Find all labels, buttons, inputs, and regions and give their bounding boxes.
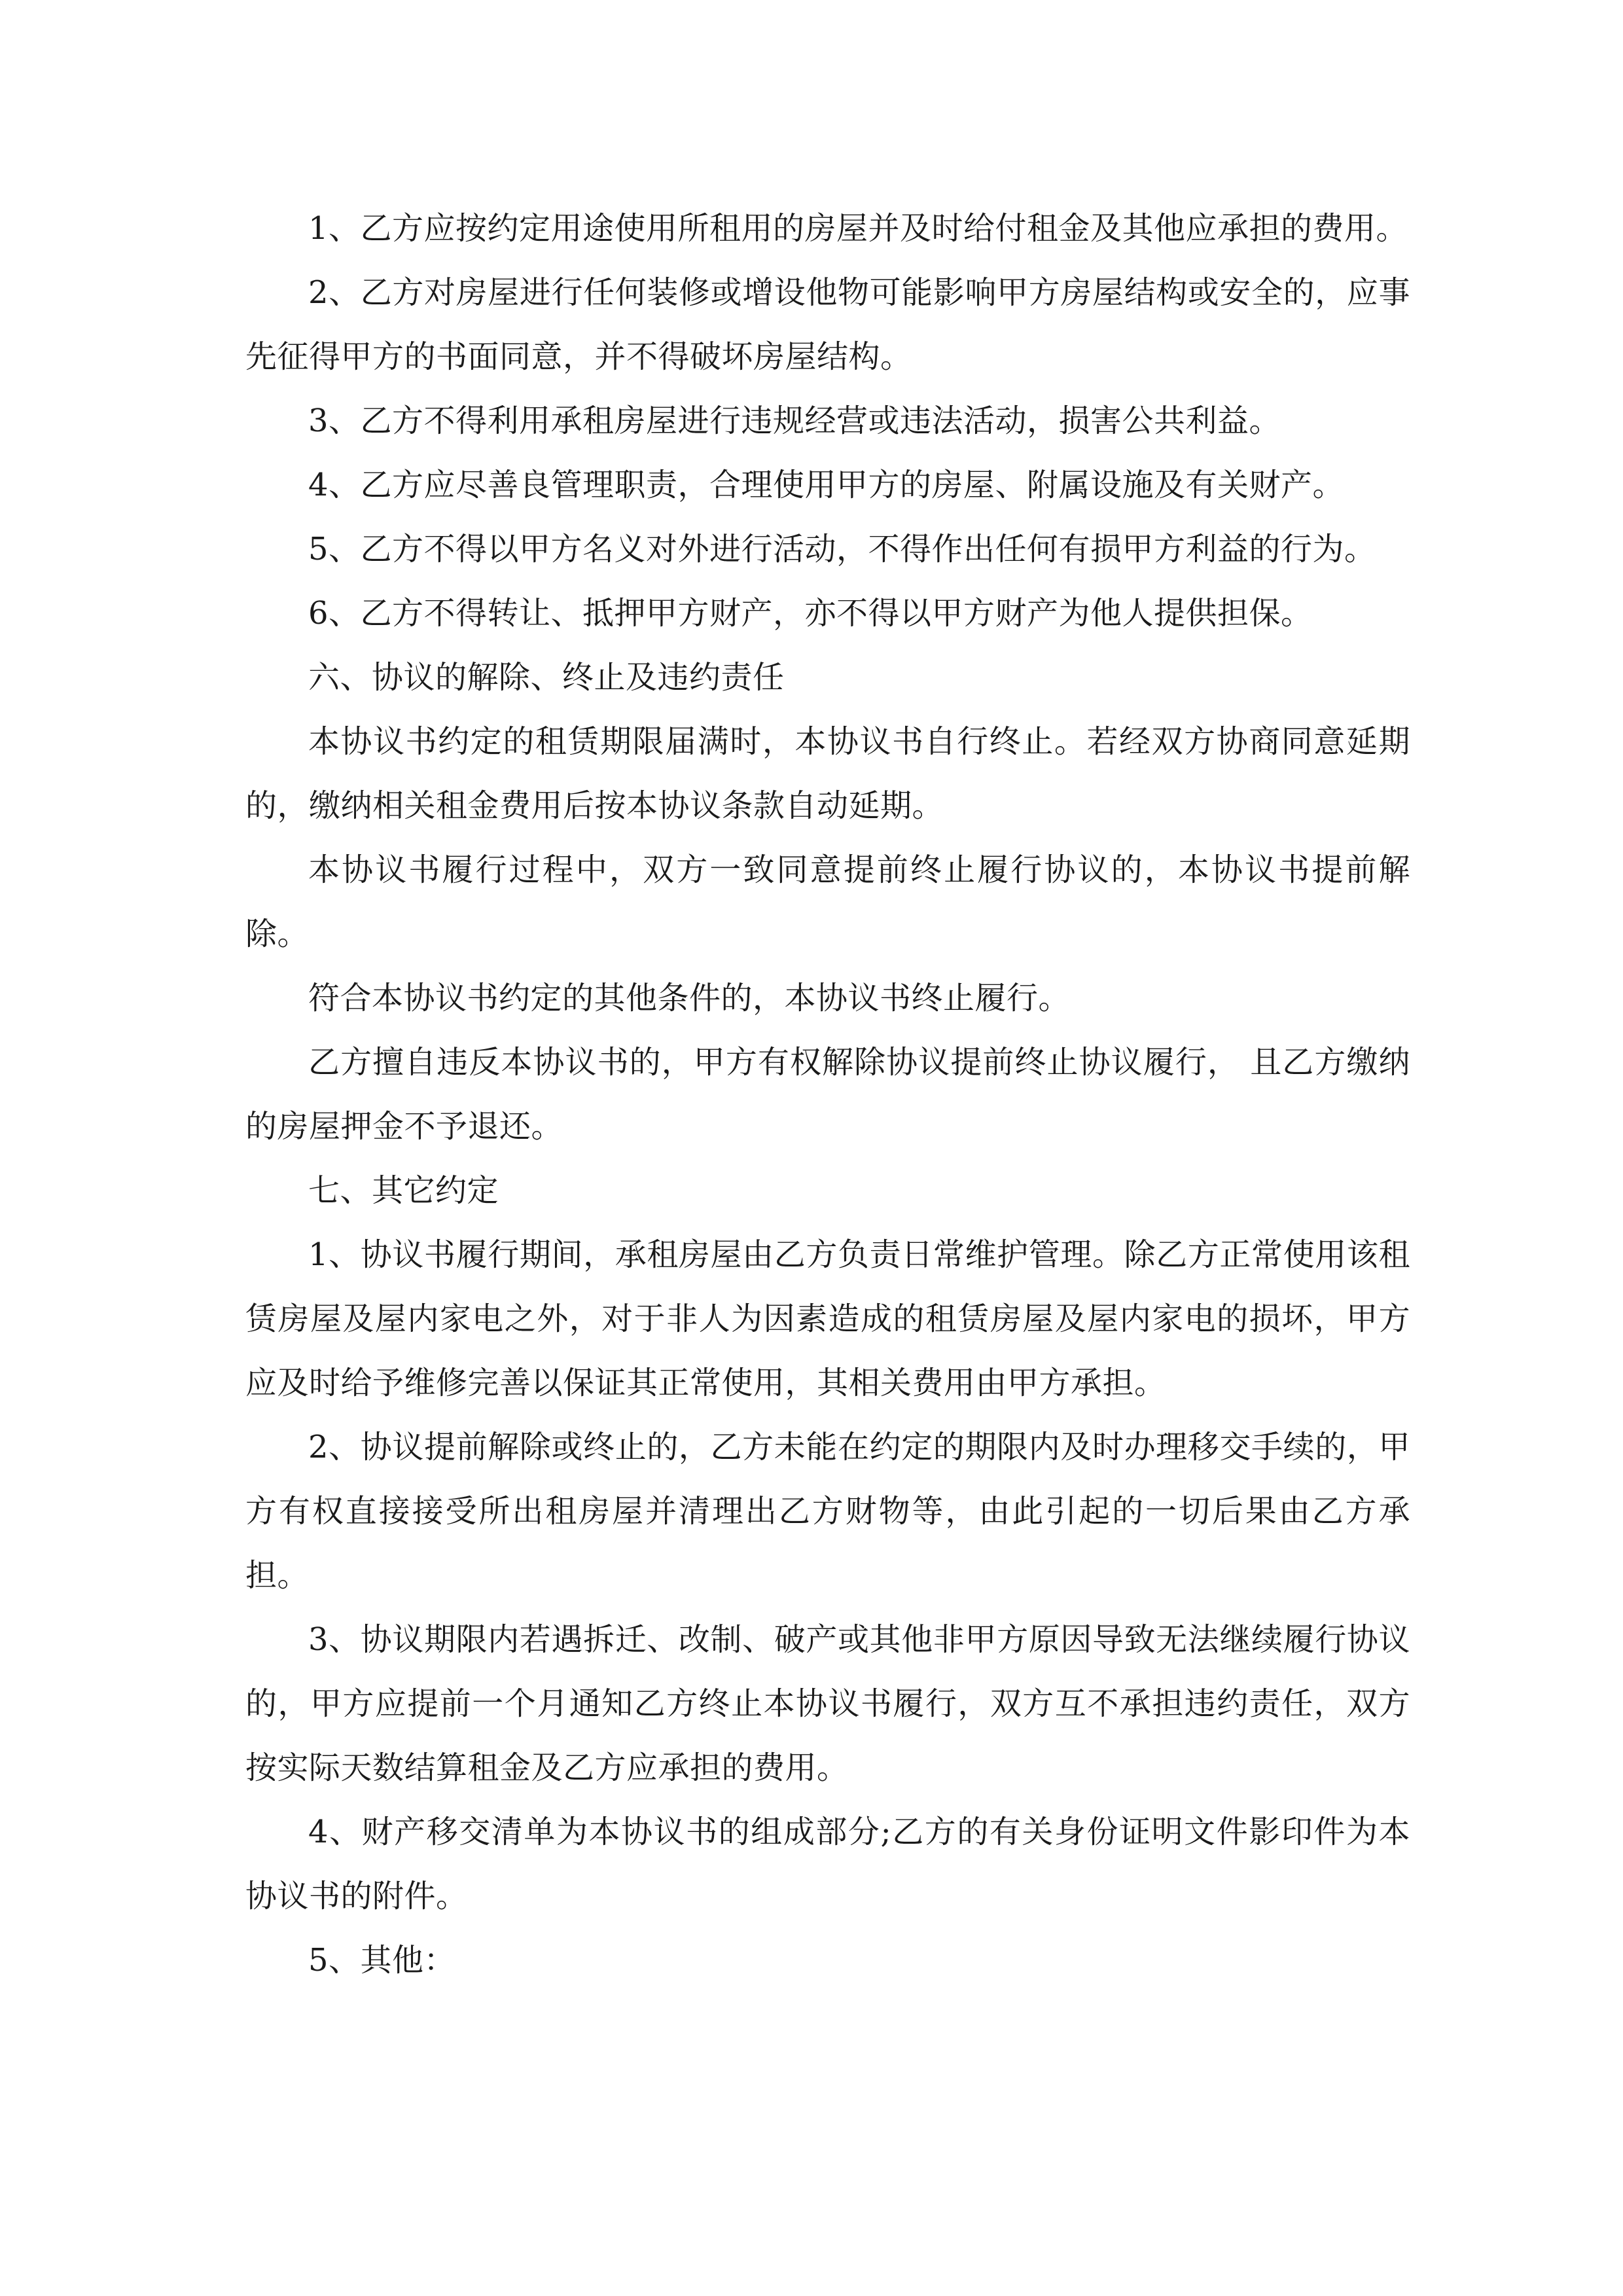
clause-b2-renovation: 2、乙方对房屋进行任何装修或增设他物可能影响甲方房屋结构或安全的，应事先征得甲方的书面同意，并不得破坏房屋结构。 bbox=[245, 274, 1410, 375]
clause-b1-rent-payment: 1、乙方应按约定用途使用所租用的房屋并及时给付租金及其他应承担的费用。 bbox=[308, 210, 1408, 247]
termination-other-conditions: 符合本协议书约定的其他条件的，本协议书终止履行。 bbox=[308, 980, 1071, 1016]
clause-b6-no-transfer: 6、乙方不得转让、抵押甲方财产，亦不得以甲方财产为他人提供担保。 bbox=[308, 595, 1313, 632]
termination-expiry: 本协议书约定的租赁期限届满时，本协议书自行终止。若经双方协商同意延期的，缴纳相关租金费用后按本协议条款自动延期。 bbox=[245, 723, 1410, 824]
other-c2-handover: 2、协议提前解除或终止的，乙方未能在约定的期限内及时办理移交手续的，甲方有权直接接受所出租房屋并清理出乙方财物等，由此引起的一切后果由乙方承担。 bbox=[245, 1429, 1410, 1594]
other-c5-misc: 5、其他： bbox=[308, 1942, 456, 1979]
other-c1-maintenance: 1、协议书履行期间，承租房屋由乙方负责日常维护管理。除乙方正常使用该租赁房屋及屋内家电之外，对于非人为因素造成的租赁房屋及屋内家电的损坏，甲方应及时给予维修完善以保证其正常使用，其相关费用由甲方承担。 bbox=[245, 1236, 1410, 1401]
document-body bbox=[245, 196, 1410, 1992]
section-heading-termination: 六、协议的解除、终止及违约责任 bbox=[308, 659, 785, 696]
termination-breach: 乙方擅自违反本协议书的，甲方有权解除协议提前终止协议履行， 且乙方缴纳的房屋押金不予退还。 bbox=[245, 1044, 1410, 1145]
termination-mutual: 本协议书履行过程中，双方一致同意提前终止履行协议的，本协议书提前解除。 bbox=[245, 852, 1410, 952]
clause-b3-illegal-activity: 3、乙方不得利用承租房屋进行违规经营或违法活动，损害公共利益。 bbox=[308, 403, 1281, 439]
other-c3-force-majeure: 3、协议期限内若遇拆迁、改制、破产或其他非甲方原因导致无法继续履行协议的，甲方应提前一个月通知乙方终止本协议书履行，双方互不承担违约责任，双方按实际天数结算租金及乙方应承担的费用。 bbox=[245, 1621, 1410, 1786]
clause-b4-management-duty: 4、乙方应尽善良管理职责，合理使用甲方的房屋、附属设施及有关财产。 bbox=[308, 467, 1345, 503]
clause-b5-no-representation: 5、乙方不得以甲方名义对外进行活动，不得作出任何有损甲方利益的行为。 bbox=[308, 531, 1376, 567]
section-heading-other: 七、其它约定 bbox=[308, 1172, 499, 1209]
other-c4-attachments: 4、财产移交清单为本协议书的组成部分;乙方的有关身份证明文件影印件为本协议书的附件。 bbox=[245, 1814, 1410, 1914]
